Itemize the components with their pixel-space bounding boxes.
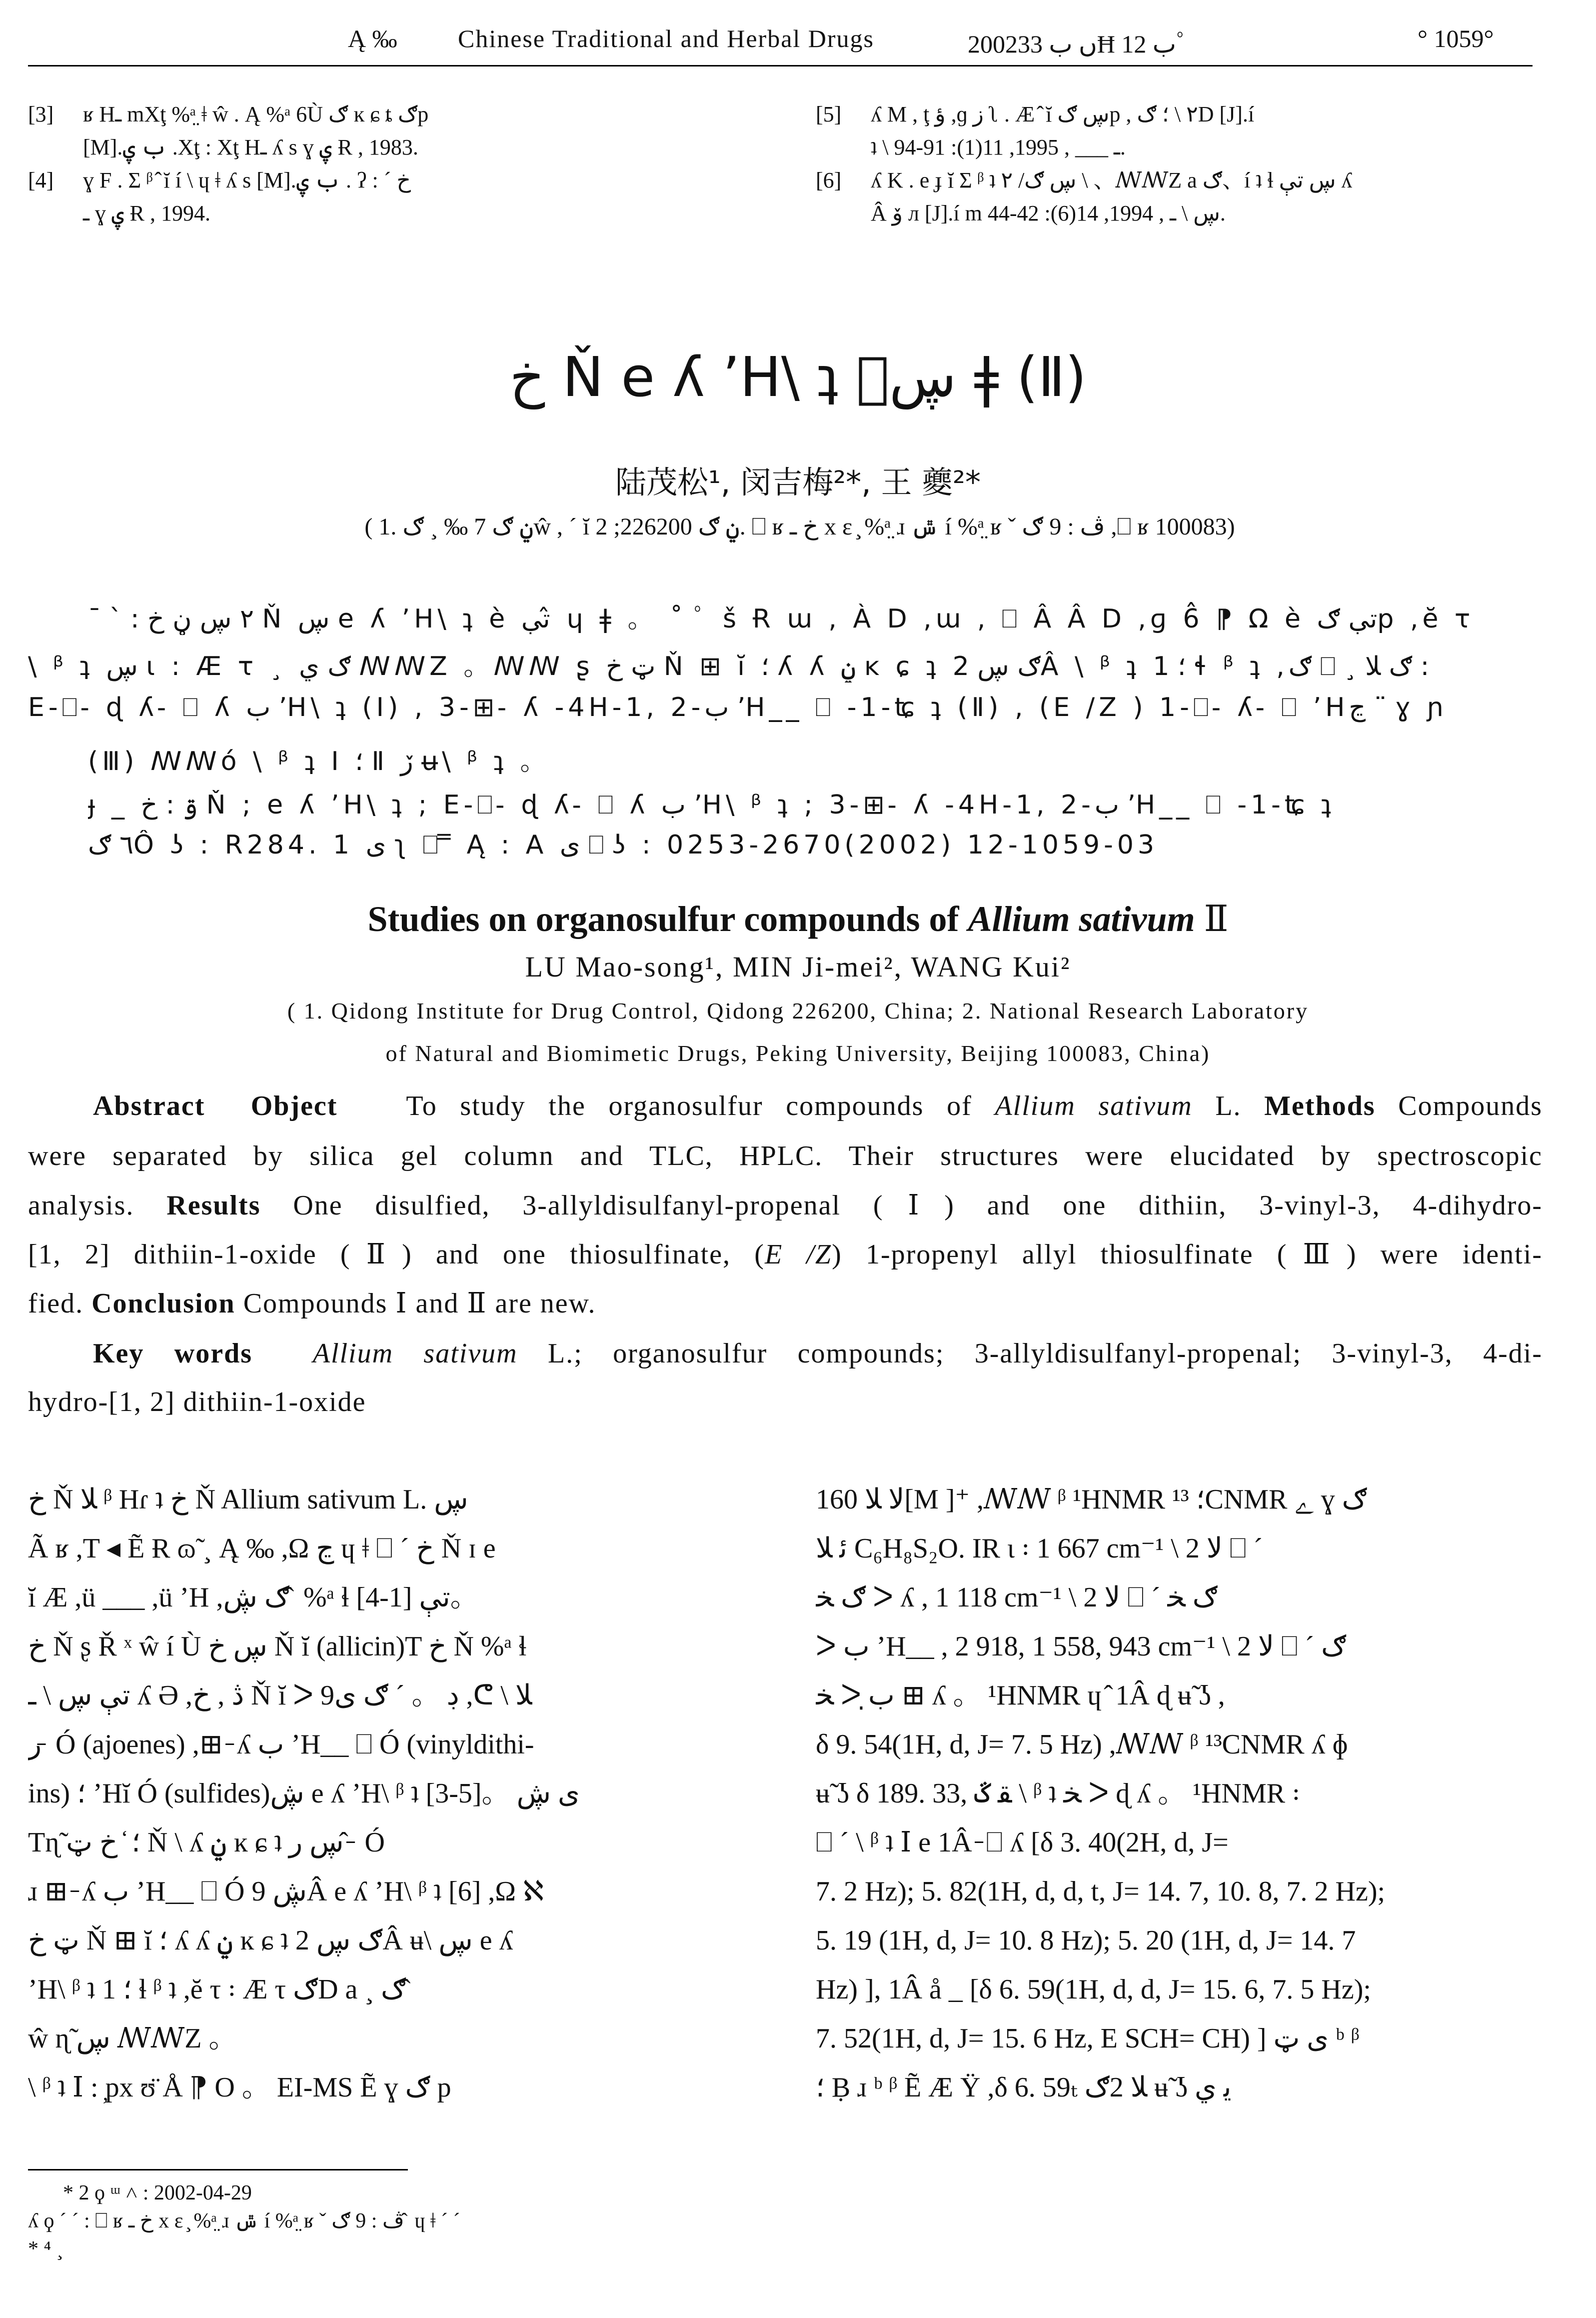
abstract-line: Abstract Object To study the organosulfur compounds of Allium sativum L. Methods Compounds [93,1090,1543,1122]
en-affiliation-line: ( 1. Qidong Institute for Drug Control, Qidong 226200, China; 2. National Research Laboratory [287,998,1309,1024]
body-line: ᐳ ب ʼH__ , 2 918, 1 558, 943 cm⁻¹ \ 2 ﻻ ⎕ ´ ګ [816,1631,1347,1662]
footnote-line: ʎ ϙ ´ ´ : ⎕ ʁ خ ـ x ɛ ̧ %ᵃ̤ ɹ ݜ í %ᵃ̤ ʁ ˇ ڤ : 9 ګ ̂ ɥ ǂ ´ ˊ [28,2210,460,2232]
conclusion-label: Conclusion [91,1288,235,1319]
running-header [28,20,1533,60]
reference-item-cont: Â ۆ л [J].í m ڛ \ ـ , 1994, 14(6): 42-44. [871,201,1226,226]
body-line: 7. 52(1H, d, J= 15. 6 Hz, E SCH= CH) ] ی ټ ᵇ ᵝ [816,2023,1360,2054]
cn-abstract-line: E-⎕ ̵ ɖ ʎ ̵ ⎕ ʎ ب ʼH\ ʇ (Ⅰ) , 3-⊞ ̵ ʎ -4H-1, 2-ب ʼH__ ⎕ -1-ʨ ʇ (Ⅱ) , (E /Z ) 1-⎕ ̵ ʎ ̵ ⎕ ʼHڃ ¨ ɣ ɲ [28,692,1448,722]
methods-label: Methods [1264,1090,1376,1122]
abstract-label: Abstract [93,1090,205,1122]
en-authors: LU Mao-song¹, MIN Ji-mei², WANG Kui² [525,950,1071,983]
cn-classification: ٦ ګÔ ʖ : R284. 1 ی ʅ ⎕ ̿ Ą : A ی ⎕ ʖ : 0253-2670(2002) 12-1059-03 [88,830,1159,860]
body-line: δ 9. 54(1H, d, J= 7. 5 Hz) ,ꟿꟿ ᵝ ¹³CNMR ʎ ɸ [816,1729,1348,1760]
body-column-right [816,1475,1546,2112]
issue-info: 2002ں ب 33Ħ ب 12ﾟ [968,30,1189,58]
keywords-line: hydro-[1, 2] dithiin-1-oxide [28,1386,366,1418]
cn-title: خ Ň e ʎ ʼH\ ʇ ڛۣ ǂ (Ⅱ) [509,345,1087,409]
abstract-line: analysis. Results One disulfied, 3-allyldisulfanyl-propenal (Ⅰ) and one dithiin, 3-vinyl-3, 4-dihydro- [28,1190,1543,1221]
body-line: ټ خ Ň ⊞ ĭ ؛ ʎ ʎ ݧ ĸ ɕ ʇ ګ ڛ 2Â ʉ\ ڛ e ʎ [28,1925,513,1956]
cn-affiliation: ( 1. ݧ ګ 7 ‰ ¸ ګŵ , ´ ĭ ݧ ګ 226200; 2. ⎕ ʁ خ ـ x ɛ ̧ %ᵃ̤ ɹ ݜ í %ᵃ̤ ʁ ˇ ڤ : 9 ګ ,⎕ ʁ 100083) [364,514,1235,540]
keywords-label: Key words [93,1338,253,1369]
reference-item-cont: ʇ \ ـ ___ , 1995, 11(1): 91-94. [871,135,1126,160]
body-line: خ Ň ʂ Ř ˣ ŵ í Ù ڛ خ Ň ĭ (allicin)T خ Ň %ᵃ ɬ [28,1631,527,1662]
cn-abstract-line: ˉ ` : ٢ ڛ ڼ خ Ň ڛ e ʎ ʼH\ ʇ è تې ̂ ɥ ǂ 。 ˚ ﾟ š Ɍ ɯ , À D ,ɯ , ⎕ Â Â D ,ɡ 6̂ ⁋ Ω è تې ګp ,ĕ τ [88,604,1475,634]
body-line: ر ̵ Ó (ajoenes) ,⊞ ̵ ʎ ب ʼH__ ⎕ Ó (vinyldithi- [28,1729,534,1760]
reference-item-cont: ـ ɣ ۑ Ɍ , 1994. [83,201,211,226]
reference-item: [4] ɣ F . Σ ᵝ ̂ ĭ í \ ɥ ǂ ʎ s [M].ب ۑ . ʔ : ´ خ [28,168,411,192]
body-line: ؛ Ḅ ɹ ᵇ ᵝ Ẽ Æ Ÿ ,δ 6. 59ₜ ﻼ 2ګ ʉ̃ ʖ ﻳ ﻱ [816,2072,1232,2103]
body-line: ﺨ ᐳ ب̣ ⊞ ʎ 。 ¹HNMR ɥ ̂ 1Â ɖ ʉ̃ ʖ , [816,1680,1225,1711]
body-line: \ ᵝ ʇ Ⅰ : ̦px ʊ̈ Å ⁋ O 。 EI-MS Ẽ ɣ ګ p [28,2072,451,2103]
body-line: 7. 2 Hz); 5. 82(1H, d, d, t, J= 14. 7, 10. 8, 7. 2 Hz); [816,1876,1386,1907]
results-label: Results [166,1190,261,1221]
footnote-rule [28,2169,408,2170]
body-column-left [28,1475,758,2112]
cn-keywords: ɟ _ ۊ : خ Ň ; e ʎ ʼH\ ʇ ; E-⎕ ̵ ɖ ʎ ̵ ⎕ ʎ ب ʼH\ ᵝ ʇ ; 3-⊞ ̵ ʎ -4H-1, 2-ب ʼH__ ⎕ -1-ʨ ʇ [88,790,1336,820]
reference-item-cont: [M].ب ۑ .Xţ : Xţ Hـ ʎ s ɣ ۑ Ɍ , 1983. [83,135,418,160]
abstract-line: were separated by silica gel column and TLC, HPLC. Their structures were elucidated by spectroscopic [28,1140,1543,1172]
body-line: ins) ؛ ʼHĭ Ó (sulfides)ڜ e ʎ ʼH\ ᵝ ʇ [3-5]。 ی ڜ [28,1778,580,1809]
en-title: Studies on organosulfur compounds of Allium sativum Ⅱ [367,899,1229,939]
body-line: ĭ Æ ,ü ___ ,ü ʼH ,ګ ڜ ̂ %ᵃ ɬ تې [1-4]。 [28,1582,478,1613]
object-label: Object [250,1090,338,1122]
en-affiliation-line: of Natural and Biomimetic Drugs, Peking University, Beijing 100083, China) [385,1040,1211,1066]
body-line: Hz) ], 1Â å _ [δ 6. 59(1H, d, d, J= 15. 6, 7. 5 Hz); [816,1974,1371,2005]
body-line: 5. 19 (1H, d, J= 10. 8 Hz); 5. 20 (1H, d, J= 14. 7 [816,1925,1356,1956]
body-line: ﻻ ﻼ 160[M ]⁺ ,ꟿꟿ ᵝ ¹HNMR ؛ ¹³CNMR ﮮ ɣ ګ [816,1484,1367,1515]
body-line: ɹ ⊞ ̵ ʎ ب ʼH__ ⎕ Ó ڜ 9Â e ʎ ʼH\ ᵝ ʇ [6] ,Ω ℵ [28,1876,544,1907]
reference-item: [6] ʎ K . e ɟ ĭ Σ ᵝ ʇ ڛ ګ/ ٢ \ 、ꟿꟿZ a ګ、í ʇ ɬ ڛ تې ʎ [816,168,1353,192]
body-line: تې ڛ \ ـ ʎ Ә ,ڎ , خ Ň ĭ ᐳ 9ڊ 。 ´ ګ ی ,ᕦ \ ﻼ [28,1680,532,1711]
header-mark: Ą ‰ [348,24,397,52]
journal-name: Chinese Traditional and Herbal Drugs [458,24,875,52]
reference-item: [3] ʁ Hـ mXţ %ᵃ̤ ǂ ŵ . Ą %ᵃ 6Ù ګ ĸ ɕ ȶ ګp [28,102,429,126]
body-line: ŵ ɳ̃ ڛ ꟿꟿZ 。 [28,2023,237,2054]
body-line: ګ ﺨ ᐳ ʎ , 1 118 cm⁻¹ \ 2 ﻻ ⎕ ´ ګ ﺨ [816,1582,1218,1613]
cn-abstract-line: (Ⅲ) ꟿꟿó \ ᵝ ʇ Ⅰ ؛ Ⅱ ڒ ʉ\ ᵝ ʇ 。 [88,746,550,776]
page-number: ° 1059° [1418,24,1494,52]
footnote-line: * 2 ϙ ᵚ ˄ : 2002-04-29 [63,2182,252,2204]
body-line: ⎕ ´ \ ᵝ ʇ Ⅰ e 1Â ̵ ⎕ ʎ [δ 3. 40(2H, d, J= [816,1827,1229,1858]
footnote [28,2179,928,2263]
cn-abstract-line: \ ᵝ ʇ ڛ ɩ ꞉ Æ τ ¸ ګ ي ꟿꟿZ 。ꟿꟿ ʂ ټ خ Ň ⊞ ĭ ؛ ʎ ʎ ݧ ĸ ɕ ʇ ګ ڛ 2Â \ ᵝ ʇ ؛ 1 ɬ ᵝ ʇ ,ګ ⎕ ¸ ګ ﻼ : [28,652,1430,682]
header-rule [28,65,1533,66]
cn-authors: 陆茂松¹, 闵吉梅²*, 王 夔²* [615,464,981,500]
reference-item: [5] ʎ M , ţ ؤ ,ɡ ز ʅ . Æ ̂ ĭ ڛ ګp , ٢ \ ؛ ګD [J].í [816,102,1255,126]
keywords-line: Key words Allium sativum L.; organosulfur compounds; 3-allyldisulfanyl-propenal; 3-vinyl-3, 4-di- [93,1338,1543,1369]
footnote-line: * ⁴ ¸ [28,2238,63,2260]
body-line: خ Ň ﻼ ᵝ Hɾ ʇ خ Ň Allium sativum L. ڛ [28,1484,468,1515]
reference-list-right [816,98,1546,230]
body-line: Tɳ̃ ؛ ̒ خ ټ Ň \ ʎ ݧ ĸ ɕ ʇ ڛ ر ̂ ̵ Ó [28,1827,385,1858]
abstract-line: [1, 2] dithiin-1-oxide (Ⅱ) and one thiosulfinate, (E /Z) 1-propenyl allyl thiosulfinate (Ⅲ) were identi- [28,1239,1543,1270]
abstract-line: fied. Conclusion Compounds Ⅰ and Ⅱ are new. [28,1288,596,1319]
body-line: Ã ʁ ,T ◂ Ẽ Ɍ ɷ̃ ¸ Ą ‰ ,Ω ڃ ɥ ǂ ⎕ ´ خ Ň ɪ e [28,1533,496,1564]
reference-list-left [28,98,758,230]
body-line: ﺋ ﻼ C₆H₈S₂O. IR ɩ ꞉ 1 667 cm⁻¹ \ 2 ﻻ ⎕ ´ [816,1533,1263,1564]
body-line: ʼH\ ᵝ ʇ ؛ 1 ɬ ᵝ ʇ ,ĕ τ ꞉ Æ τ ګD a ¸ ګ ̂ [28,1974,413,2005]
body-line: ʉ̃ ʖ δ 189. 33, ﻘ ػ \ ᵝ ʇ ﺨ ᐳ ɖ ʎ 。 ¹HNMR ꞉ [816,1778,1300,1809]
